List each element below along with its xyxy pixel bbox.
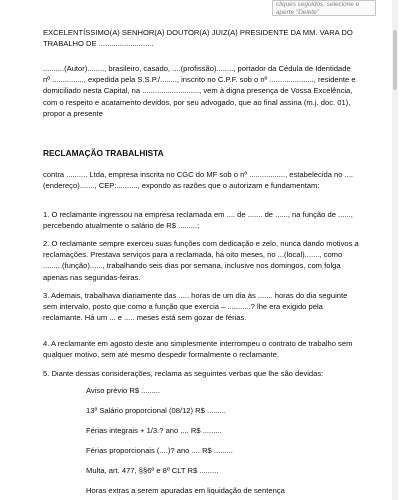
paragraph-3: 3. Ademais, trabalhava diariamente das ..... horas de um dia às ....... horas do dia seguinte sem intervalo, posto que como a função que exercia – ...........? lhe era exigido pela reclamante. Há um ... e ..... meses está sem gozar de férias. bbox=[43, 291, 348, 323]
list-item: Aviso prévio R$ ......... bbox=[86, 386, 161, 395]
defendant-paragraph: contra .......... Ltda, empresa inscrita no CGC do MF sob o nº ................., estabelecida no ....(endereço)......., CEP:.........., expondo as razões que o autorizam e fundamentam: bbox=[43, 170, 354, 191]
court-header: EXCELENTÍSSIMO(A) SENHOR(A) DOUTOR(A) JUIZ(A) PRESIDENTE DA MM. VARA DO TRABALHO DE .......................... bbox=[43, 28, 353, 49]
vertical-scrollbar[interactable] bbox=[392, 0, 398, 500]
document-title: RECLAMAÇÃO TRABALHISTA bbox=[43, 148, 164, 158]
paragraph-1: 1. O reclamante ingressou na empresa reclamada em .... de ....... de ......, na função de ......, percebendo atualmente o salário de R$ .........; bbox=[43, 210, 353, 231]
scrollbar-thumb[interactable] bbox=[393, 30, 397, 90]
paragraph-4: 4. A reclamante em agosto deste ano simplesmente interrompeu o contrato de trabalho sem qualquer motivo, sem até mesmo despedir formalmente o reclamante. bbox=[43, 339, 353, 360]
paragraph-5: 5. Diante dessas considerações, reclama as seguintes verbas que lhe são devidas: bbox=[43, 369, 324, 378]
paragraph-2: 2. O reclamante sempre exerceu suas funções com dedicação e zelo, nunca dando motivos a reclamações. Prestava serviços para a reclamada, há oito meses, no ...(local)......., como .........(função)......, trabalhando seis dias por semana, inclusive nos domingos, com folga apenas nas segundas-feiras. bbox=[43, 239, 359, 282]
list-item: Férias integrais + 1/3.? ano .... R$ ......... bbox=[86, 426, 222, 435]
intro-paragraph: ..........(Autor)........, brasileiro, casado, ....(profissão)........, portador da Cédula de Identidade nº ..............., expedida pela S.S.P./........, inscrito no C.P.F. sob o nº ....................., residente e domiciliado nesta Capital, na ..........................., vem à digna presença de Vossa Excelência, com o respeito e acatamento devidos, por seu advogado, que ao final assina (m.j. doc. 01), propor a presente bbox=[43, 64, 356, 118]
list-item: 13º Salário proporcional (08/12) R$ ......... bbox=[86, 406, 226, 415]
list-item: Horas extras a serem apuradas em liquidação de sentença bbox=[86, 486, 285, 495]
list-item: Multa, art. 477, §§6º e 8º CLT R$ ......... bbox=[86, 466, 219, 475]
list-item: Férias proporcionais (....)? ano .... R$ ......... bbox=[86, 446, 233, 455]
instruction-tooltip: cliques seguidos, selecione e aperte "Delete" bbox=[272, 0, 376, 16]
